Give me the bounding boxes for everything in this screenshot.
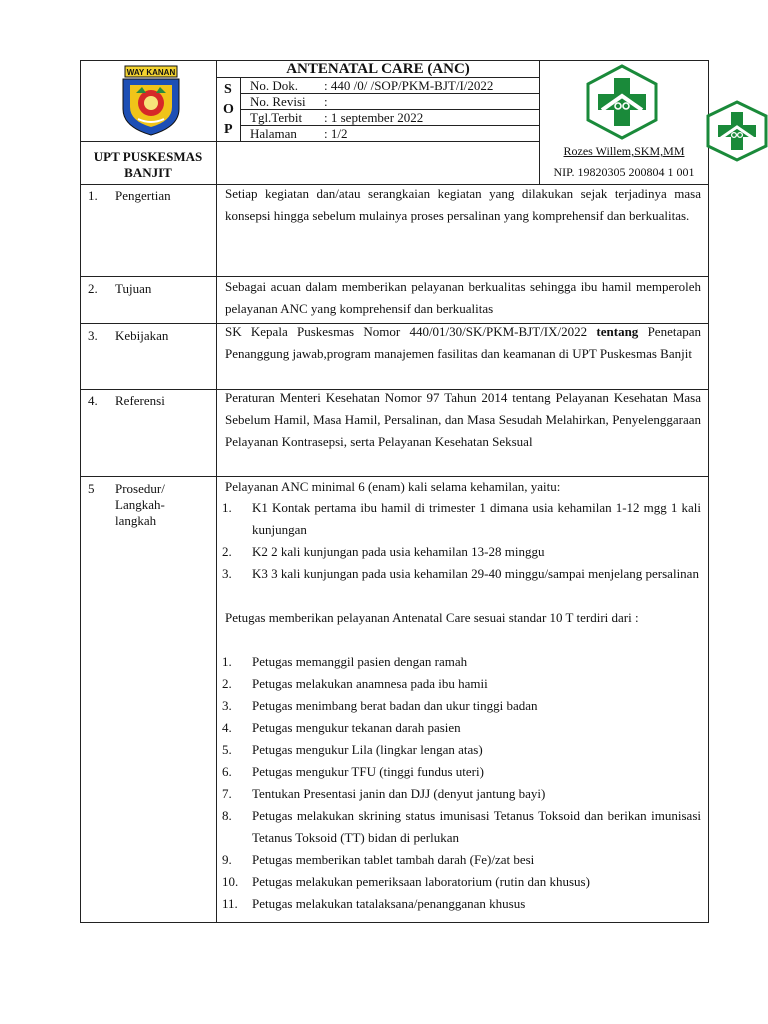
tujuan-text: Sebagai acuan dalam memberikan pelayanan berkualitas sehingga ibu hamil memperoleh pelayanan ANC yang komprehensif dan berkualitas <box>225 279 701 316</box>
document-title: ANTENATAL CARE (ANC) <box>286 61 470 77</box>
section-number: 3. <box>88 328 98 343</box>
sop-letter-p: P <box>224 122 233 137</box>
list-item: 7. Tentukan Presentasi janin dan DJJ (denyut jantung bayi) <box>222 786 546 801</box>
section-label-pengertian: Pengertian <box>115 188 171 203</box>
signer-name: Rozes Willem,SKM,MM <box>563 144 685 158</box>
list-item: 9. Petugas memberikan tablet tambah darah (Fe)/zat besi <box>222 852 535 867</box>
list-item: 2. K2 2 kali kunjungan pada usia kehamilan 13-28 minggu <box>222 544 545 559</box>
puskesmas-logo-secondary <box>706 100 768 162</box>
anc-steps-list <box>222 651 701 915</box>
field-value-halaman: : 1/2 <box>324 126 348 141</box>
list-item: 3. K3 3 kali kunjungan pada usia kehamilan 29-40 minggu/sampai menjelang persalinan <box>222 566 699 581</box>
field-value-no-revisi: : <box>324 94 328 109</box>
field-label-no-revisi: No. Revisi <box>250 94 306 109</box>
list-item: 4. Petugas mengukur tekanan darah pasien <box>222 720 461 735</box>
section-label-referensi: Referensi <box>115 393 165 408</box>
section-label-langkah2: langkah <box>115 513 157 528</box>
institution-name-line1: UPT PUSKESMAS <box>93 149 203 164</box>
field-value-tgl-terbit: : 1 september 2022 <box>324 110 424 125</box>
field-label-tgl-terbit: Tgl.Terbit <box>250 110 303 125</box>
signer-nip: NIP. 19820305 200804 1 001 <box>553 165 695 179</box>
referensi-text: Peraturan Menteri Kesehatan Nomor 97 Tahun 2014 tentang Pelayanan Kesehatan Masa Sebelum Hamil, Masa Hamil, Persalinan, dan Masa Sesudah Melahirkan, Penyelenggaraan Pelayanan Kontrasepsi, serta Pelayanan Kesehatan Seksual <box>225 390 701 449</box>
kebijakan-text-sk: SK Kepala Puskesmas Nomor 440/01/30/SK/PKM-BJT/IX/2022 <box>225 324 588 339</box>
list-item: 2. Petugas melakukan anamnesa pada ibu hamii <box>222 676 488 691</box>
sop-letter-s: S <box>224 82 232 97</box>
list-item: 11. Petugas melakukan tatalaksana/penangganan khusus <box>222 896 526 911</box>
field-label-halaman: Halaman <box>250 126 297 141</box>
prosedur-intro: Pelayanan ANC minimal 6 (enam) kali selama kehamilan, yaitu: <box>225 479 561 494</box>
list-item: 1. K1 Kontak pertama ibu hamil di trimester 1 dimana usia kehamilan 1-12 mgg 1 kali kunjungan <box>222 500 701 537</box>
section-number: 1. <box>88 188 98 203</box>
list-item: 5. Petugas mengukur Lila (lingkar lengan atas) <box>222 742 483 757</box>
kebijakan-text-penetapan: Penetapan Penanggung jawab,program manajemen fasilitas dan keamanan di UPT Puskesmas Banjit <box>225 324 701 361</box>
section-number: 5 <box>88 481 95 496</box>
list-item: 6. Petugas mengukur TFU (tinggi fundus uteri) <box>222 764 484 779</box>
logo-text: WAY KANAN <box>126 68 176 77</box>
field-label-no-dok: No. Dok. <box>250 78 299 93</box>
list-item: 8. Petugas melakukan skrining status imunisasi Tetanus Toksoid dan berikan imunisasi Tetanus Toksoid (TT) bidan di perlukan <box>222 808 701 845</box>
list-item: 1. Petugas memanggil pasien dengan ramah <box>222 654 468 669</box>
field-value-no-dok: : 440 /0/ /SOP/PKM-BJT/I/2022 <box>324 78 494 93</box>
standard-intro: Petugas memberikan pelayanan Antenatal Care sesuai standar 10 T terdiri dari : <box>225 610 639 625</box>
institution-name-line2: BANJIT <box>124 165 172 180</box>
section-number: 2. <box>88 281 98 296</box>
section-label-tujuan: Tujuan <box>115 281 152 296</box>
sop-letter-o: O <box>223 102 234 117</box>
pengertian-text: Setiap kegiatan dan/atau serangkaian kegiatan yang dilakukan sejak terjadinya masa konsepsi hingga sebelum mulainya proses persalinan yang komprehensif dan berkualitas. <box>225 186 701 223</box>
way-kanan-logo <box>116 65 186 137</box>
anc-visits-list <box>222 497 701 585</box>
section-number: 4. <box>88 393 98 408</box>
section-label-kebijakan: Kebijakan <box>115 328 169 343</box>
kebijakan-text-tentang: tentang <box>596 324 639 339</box>
list-item: 3. Petugas menimbang berat badan dan ukur tinggi badan <box>222 698 538 713</box>
puskesmas-logo <box>584 64 660 140</box>
list-item: 10. Petugas melakukan pemeriksaan laboratorium (rutin dan khusus) <box>222 874 590 889</box>
section-label-prosedur: Prosedur/ <box>115 481 165 496</box>
kebijakan-text <box>225 321 701 365</box>
section-label-langkah: Langkah- <box>115 497 165 512</box>
